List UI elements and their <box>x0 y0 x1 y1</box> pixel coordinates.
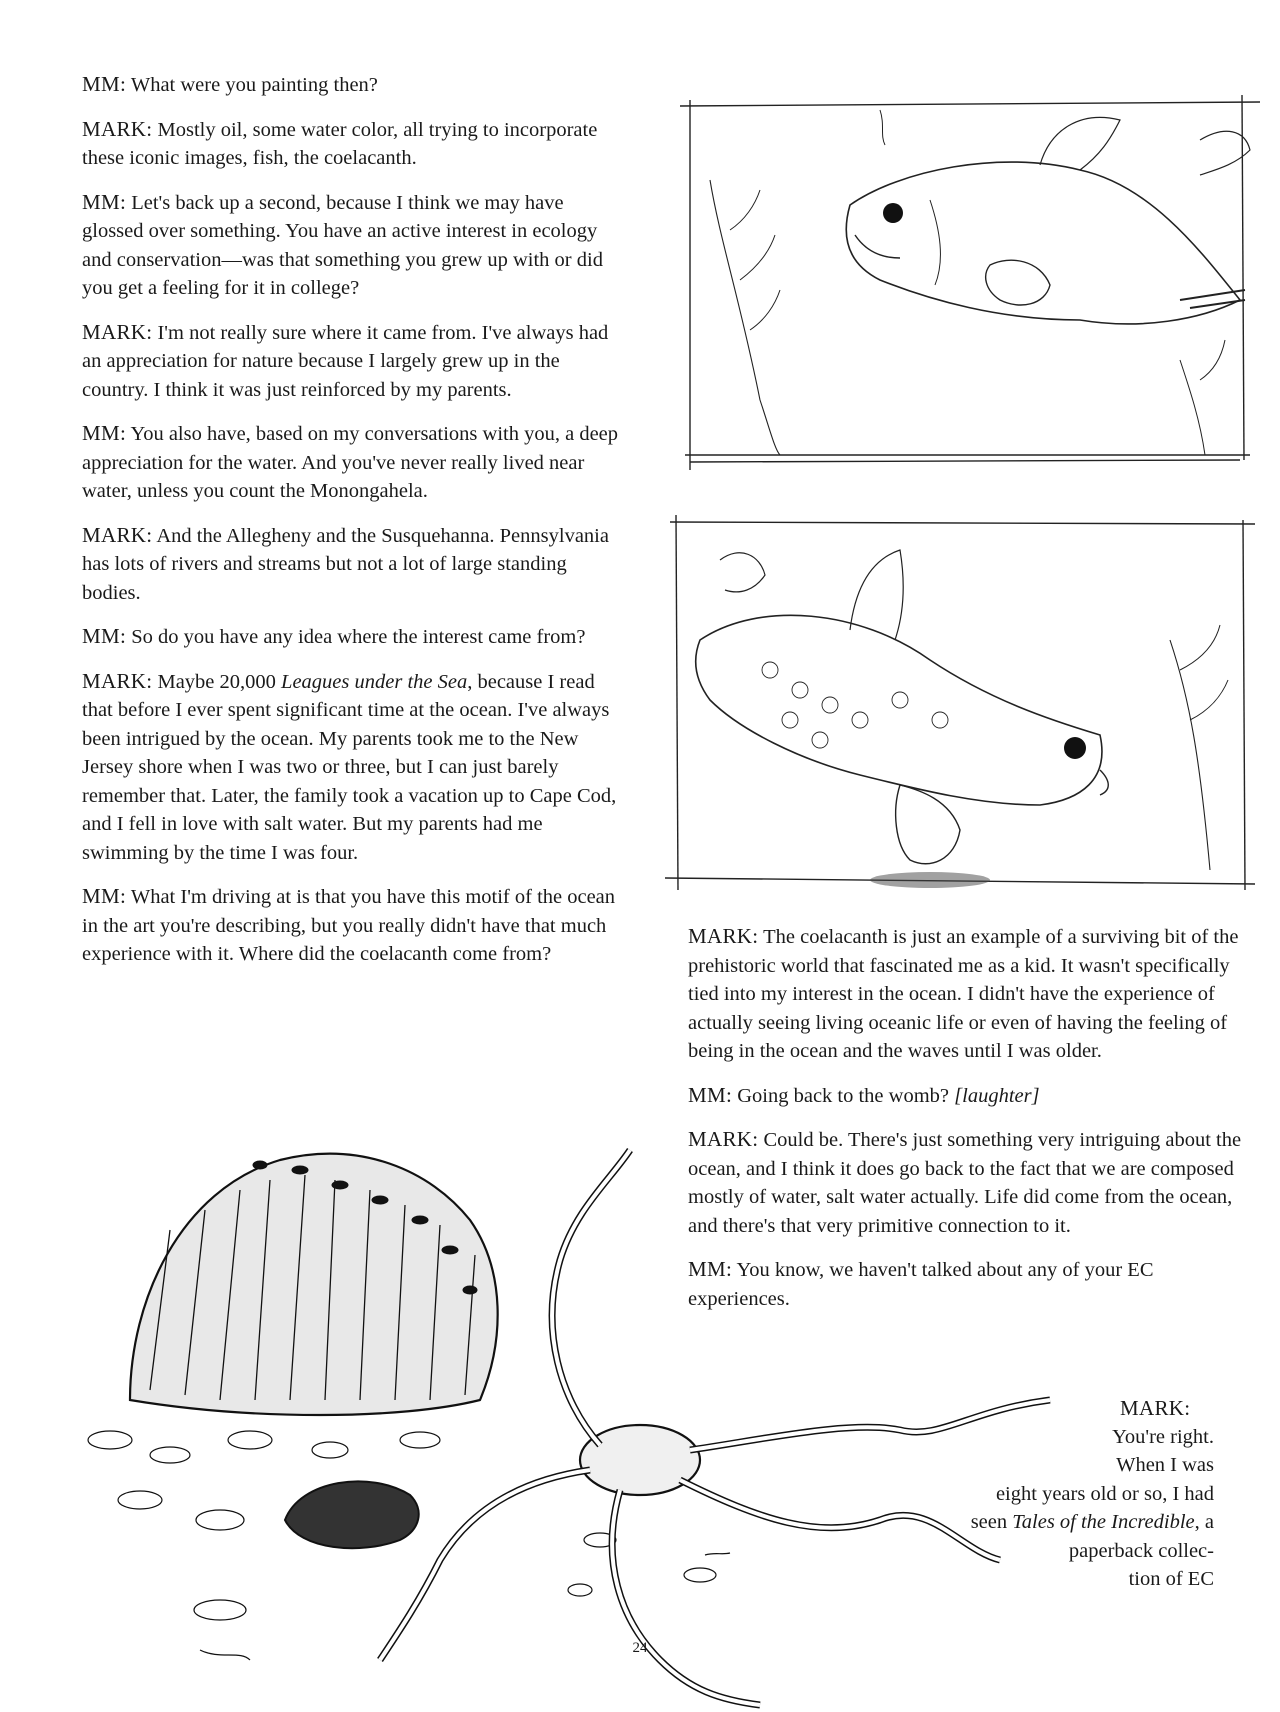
right-column <box>688 922 1248 1328</box>
speaker-label: MARK: <box>82 116 153 141</box>
paragraph <box>688 1081 1248 1111</box>
paragraph <box>82 521 630 608</box>
text-line: eight years old or so, I had <box>995 1482 1214 1505</box>
stage-direction: [laughter] <box>954 1084 1040 1107</box>
left-column <box>82 70 630 984</box>
coelacanth-sketch-bottom <box>665 515 1255 890</box>
paragraph <box>82 318 630 405</box>
paragraph <box>82 419 630 506</box>
paragraph-text: Let's back up a second, because I think we may have glossed over something. You have an active interest in ecology and conservation—was that something you grew up with or did you get a feeling for it in college? <box>82 191 603 299</box>
paragraph-text: You know, we haven't talked about any of your EC experiences. <box>688 1259 1154 1310</box>
speaker-label: MARK: <box>82 668 153 693</box>
paragraph <box>688 1255 1248 1313</box>
paragraph-text: You also have, based on my conversations with you, a deep appreciation for the water. And you've never really lived near water, unless you count the Monongahela. <box>82 423 619 502</box>
paragraph <box>688 922 1248 1066</box>
paragraph <box>82 667 630 868</box>
speaker-label: MARK: <box>82 319 153 344</box>
speaker-label: MARK: <box>1120 1396 1191 1420</box>
text-line: You're right. <box>1112 1425 1214 1448</box>
paragraph <box>688 1125 1248 1240</box>
book-title: Tales of the Incredible <box>1012 1511 1195 1533</box>
speaker-label: MM: <box>82 72 127 96</box>
speaker-label: MM: <box>82 421 127 445</box>
paragraph-text: The coelacanth is just an example of a surviving bit of the prehistoric world that fascinated me as a kid. It wasn't specifically tied into my interest in the ocean. I didn't have the experience of actually seeing living oceanic life or even of having the feeling of being in the ocean and the waves until I was older. <box>688 926 1239 1062</box>
text-line <box>940 1508 1240 1537</box>
text-line: When I was <box>1116 1454 1214 1476</box>
speaker-label: MM: <box>82 624 127 648</box>
speaker-label: MM: <box>82 189 127 214</box>
paragraph <box>82 882 630 969</box>
paragraph-text: Could be. There's just something very intriguing about the ocean, and I think it does go back to the fact that we are composed mostly of water, salt water actually. Life did come from the ocean, and there's that very primitive connection to it. <box>688 1129 1242 1237</box>
paragraph-text: What were you painting then? <box>126 74 378 96</box>
book-title: Leagues under the Sea <box>281 670 468 693</box>
paragraph-text: What I'm driving at is that you have this motif of the ocean in the art you're describing, but you really didn't have that much experience with it. Where did the coelacanth come from? <box>82 886 616 965</box>
paragraph-text: So do you have any idea where the interest came from? <box>126 626 586 648</box>
coelacanth-sketch-top <box>680 95 1260 470</box>
speaker-label: MM: <box>688 1257 733 1281</box>
speaker-label: MARK: <box>82 522 153 547</box>
paragraph-text: I'm not really sure where it came from. I've always had an appreciation for nature because I largely grew up in the country. I think it was just reinforced by my parents. <box>82 321 609 401</box>
paragraph <box>82 115 630 173</box>
paragraph-text: Going back to the womb? <box>732 1084 955 1107</box>
paragraph-text: Maybe 20,000 <box>152 670 282 693</box>
speaker-label: MARK: <box>688 1127 759 1151</box>
paragraph-text: And the Allegheny and the Susquehanna. Pennsylvania has lots of rivers and streams but not a lot of large standing bodies. <box>82 524 609 604</box>
text-segment: seen <box>970 1511 1013 1533</box>
final-paragraph <box>940 1394 1240 1594</box>
text-segment: , a <box>1194 1511 1214 1533</box>
paragraph-text: Mostly oil, some water color, all trying to incorporate these iconic images, fish, the coelacanth. <box>82 118 598 169</box>
speaker-label: MARK: <box>688 924 759 948</box>
paragraph <box>82 188 630 303</box>
paragraph <box>82 622 630 652</box>
paragraph-text: , because I read that before I ever spent significant time at the ocean. I've always been intrigued by the ocean. My parents took me to the New Jersey shore when I was two or three, but I can just barely remember that. Later, the family took a vacation up to Cape Cod, and I fell in love with salt water. But my parents had me swimming by the time I was four. <box>82 670 617 864</box>
paragraph <box>82 70 630 100</box>
speaker-label: MM: <box>688 1082 733 1107</box>
text-line: paperback collec- <box>1068 1539 1214 1562</box>
page-number: 24 <box>632 1640 648 1656</box>
text-line: tion of EC <box>1128 1568 1214 1590</box>
speaker-label: MM: <box>82 884 127 908</box>
